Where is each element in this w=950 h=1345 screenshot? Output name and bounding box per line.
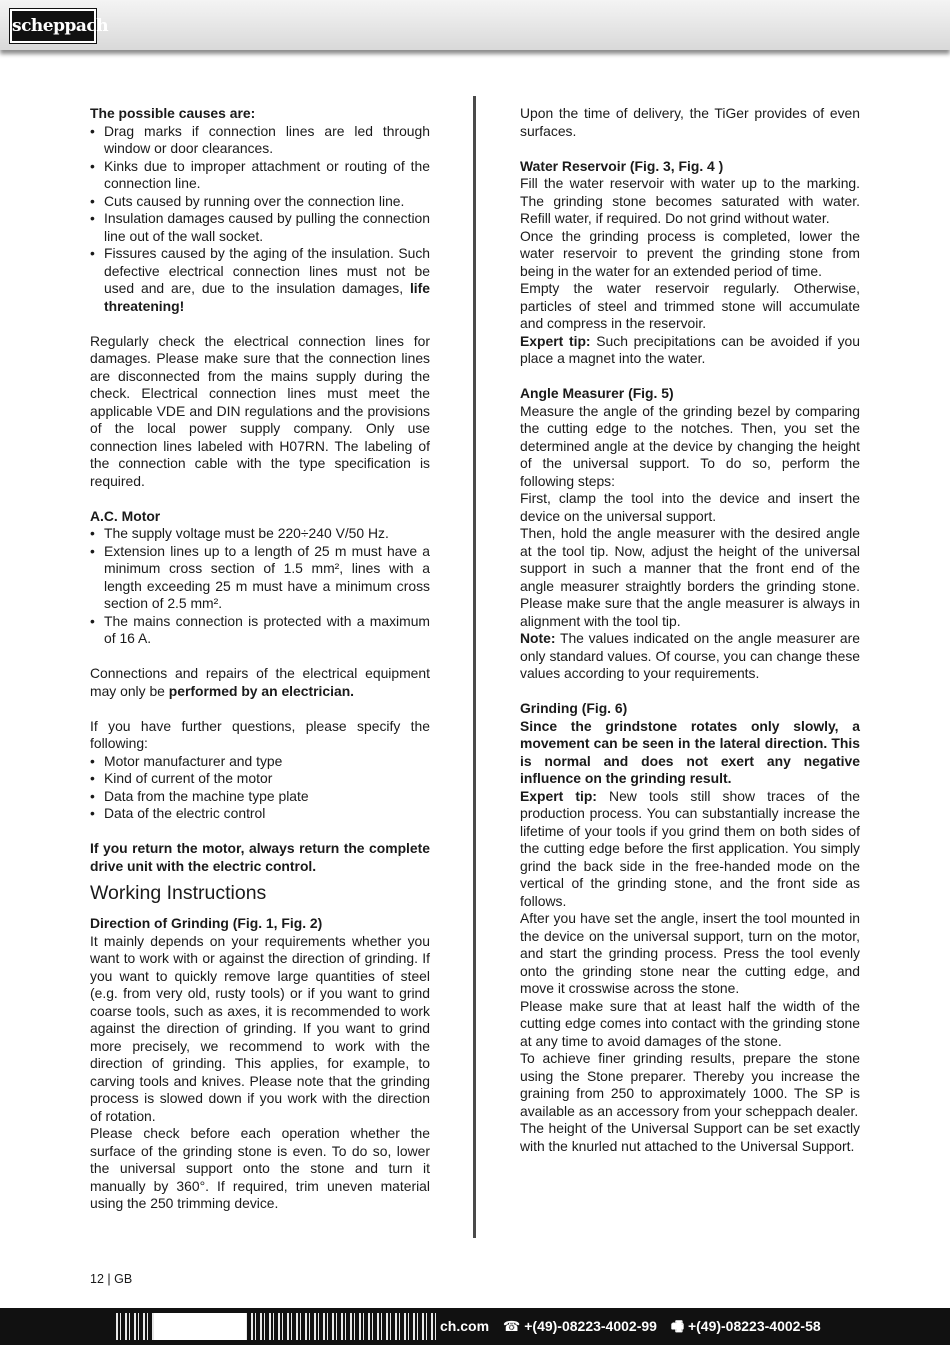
- repairs-paragraph: [90, 665, 430, 700]
- delivery-paragraph: Upon the time of delivery, the TiGer provides of even surfaces.: [520, 105, 860, 139]
- page-header: [0, 0, 950, 50]
- grinding-paragraph-3: Please make sure that at least half the width of the cutting edge comes into contact with the grinding stone at any time to avoid damages of the stone.: [520, 997, 860, 1049]
- left-column: [90, 105, 430, 1213]
- grinding-heading: Grinding (Fig. 6): [520, 700, 628, 716]
- tip-text: New tools still show traces of the production process. You can substantially increase the lifetime of your tools if you grind them on both sides of the cutting edge before the first application. You simply grind the back side in the free-handed mode on the vertical of the grinding stone, and the front side as follows.: [520, 787, 861, 909]
- list-item: • Kind of current of the motor: [90, 770, 430, 788]
- tip-label: Expert tip:: [520, 332, 591, 349]
- right-column: [520, 105, 860, 1155]
- causes-list: [90, 123, 430, 316]
- water-paragraph-2: Once the grinding process is completed, lower the water reservoir to prevent the grinding stone from being in the water for an extended period of time.: [520, 227, 860, 279]
- angle-paragraph-2: First, clamp the tool into the device and insert the device on the universal support.: [520, 490, 860, 524]
- list-item: • Drag marks if connection lines are led through window or door clearances.: [90, 123, 430, 158]
- scheppach-logo: scheppach: [10, 9, 96, 43]
- list-item: • Kinks due to improper attachment or routing of the connection line.: [90, 158, 430, 193]
- list-item: • The supply voltage must be 220÷240 V/50 Hz.: [90, 525, 430, 543]
- website-fragment: ch.com: [440, 1318, 490, 1334]
- angle-note: [520, 630, 860, 683]
- fissures-text: Fissures caused by the aging of the insulation. Such defective electrical connection lines must not be used and are, due to the insulation damages,: [104, 245, 430, 296]
- questions-paragraph: If you have further questions, please specify the following:: [90, 717, 430, 751]
- list-item: • Data from the machine type plate: [90, 788, 430, 806]
- list-item: • Insulation damages caused by pulling the connection line out of the wall socket.: [90, 210, 430, 245]
- list-item: • The mains connection is protected with a maximum of 16 A.: [90, 613, 430, 648]
- list-item: • Cuts caused by running over the connection line.: [90, 193, 430, 211]
- list-item: • Extension lines up to a length of 25 m must have a minimum cross section of 1.5 mm², lines with a length exceeding 25 m must have a minimum cross section of 2.5 mm².: [90, 543, 430, 613]
- note-text: The values indicated on the angle measurer are only standard values. Of course, you can change these values according to your requirements.: [520, 630, 861, 681]
- grinding-paragraph-5: The height of the Universal Support can be set exactly with the knurled nut attached to the Universal Support.: [520, 1120, 860, 1154]
- repairs-bold: performed by an electrician.: [168, 682, 355, 699]
- grinding-bold-paragraph: Since the grindstone rotates only slowly, a movement can be seen in the lateral direction. This is normal and does not exert any negative influence on the grinding result.: [520, 717, 860, 786]
- working-instructions-heading: Working Instructions: [90, 882, 267, 904]
- list-item: • Data of the electric control: [90, 805, 430, 823]
- tip-label: Expert tip:: [520, 787, 597, 804]
- motor-heading: A.C. Motor: [90, 507, 161, 524]
- water-expert-tip: [520, 333, 860, 368]
- motor-list: [90, 525, 430, 648]
- footer-contact: [440, 1316, 831, 1340]
- direction-paragraph-2: Please check before each operation whether the surface of the grinding stone is even. To do so, lower the universal support onto the stone and turn it manually by 360°. If required, trim uneven material using the 250 trimming device.: [90, 1125, 430, 1211]
- water-paragraph-1: Fill the water reservoir with water up to the marking. The grinding stone becomes saturated with water. Refill water, if required. Do not grind without water.: [520, 175, 860, 226]
- questions-list: [90, 753, 430, 823]
- check-paragraph: Regularly check the electrical connection lines for damages. Please make sure that the connection lines are disconnected from the mains supply during the check. Electrical connection lines must meet the applicable VDE and DIN regulations and the provisions of the local power supply company. Only use connection lines labeled with H07RN. The labeling of the connection cable with the type specification is required.: [90, 332, 430, 489]
- grinding-expert-tip: [520, 788, 860, 911]
- water-paragraph-3: Empty the water reservoir regularly. Otherwise, particles of steel and trimmed stone will accumulate and compress in the reservoir.: [520, 280, 860, 331]
- list-item: [90, 245, 430, 315]
- water-heading: Water Reservoir (Fig. 3, Fig. 4 ): [520, 157, 724, 174]
- angle-paragraph-3: Then, hold the angle measurer with the desired angle at the tool tip. Now, adjust the height of the universal support in such a manner that the front end of the angle measurer straightly borders the grinding stone. Please make sure that the angle measurer is always in alignment with the tool tip.: [520, 525, 860, 629]
- column-divider: [473, 96, 476, 1238]
- note-label: Note:: [520, 630, 556, 646]
- tip-text: Such precipitations can be avoided if you place a magnet into the water.: [520, 332, 861, 366]
- grinding-paragraph-4: To achieve finer grinding results, prepare the stone using the Stone preparer. Thereby you increase the graining from 250 to approximately 1000. The SP is available as an accessory from your scheppach dealer.: [520, 1050, 860, 1119]
- angle-paragraph-1: Measure the angle of the grinding bezel by comparing the cutting edge to the notches. Then, you set the determined angle at the device by changing the height of the universal support. To do so, perform the following steps:: [520, 402, 860, 489]
- list-item: • Motor manufacturer and type: [90, 753, 430, 771]
- angle-heading: Angle Measurer (Fig. 5): [520, 385, 674, 401]
- direction-paragraph-1: It mainly depends on your requirements whether you want to work with or against the direction of grinding. If you want to quickly remove large quantities of steel (e.g. from very old, rusty tools) or if you want to grind coarse tools, such as axes, it is recommended to work against the direction of grinding. If you want to grind more precisely, we recommend to work with the direction of grinding. This applies, for example, to carving tools and knives. Please note that the grinding process is slowed down if you work with the direction of rotation.: [90, 932, 430, 1124]
- repairs-text: Connections and repairs of the electrical equipment may only be: [90, 665, 430, 699]
- page-number: 12 | GB: [90, 1272, 133, 1286]
- life-threatening-warning: life threatening!: [104, 280, 431, 314]
- return-motor-warning: If you return the motor, always return the complete drive unit with the electric control.: [90, 840, 430, 874]
- footer-barcode-graphic: [116, 1313, 438, 1340]
- direction-heading: Direction of Grinding (Fig. 1, Fig. 2): [90, 915, 323, 931]
- fax-number: 🖷 +(49)-08223-4002-58: [670, 1318, 821, 1334]
- causes-heading: The possible causes are:: [90, 105, 256, 121]
- phone-number: ☎ +(49)-08223-4002-99: [502, 1318, 657, 1334]
- grinding-paragraph-2: After you have set the angle, insert the tool mounted in the device on the universal support, turn on the motor, and start the grinding process. Press the tool evenly onto the grinding stone near the cutting edge, and move it crosswise across the stone.: [520, 910, 860, 996]
